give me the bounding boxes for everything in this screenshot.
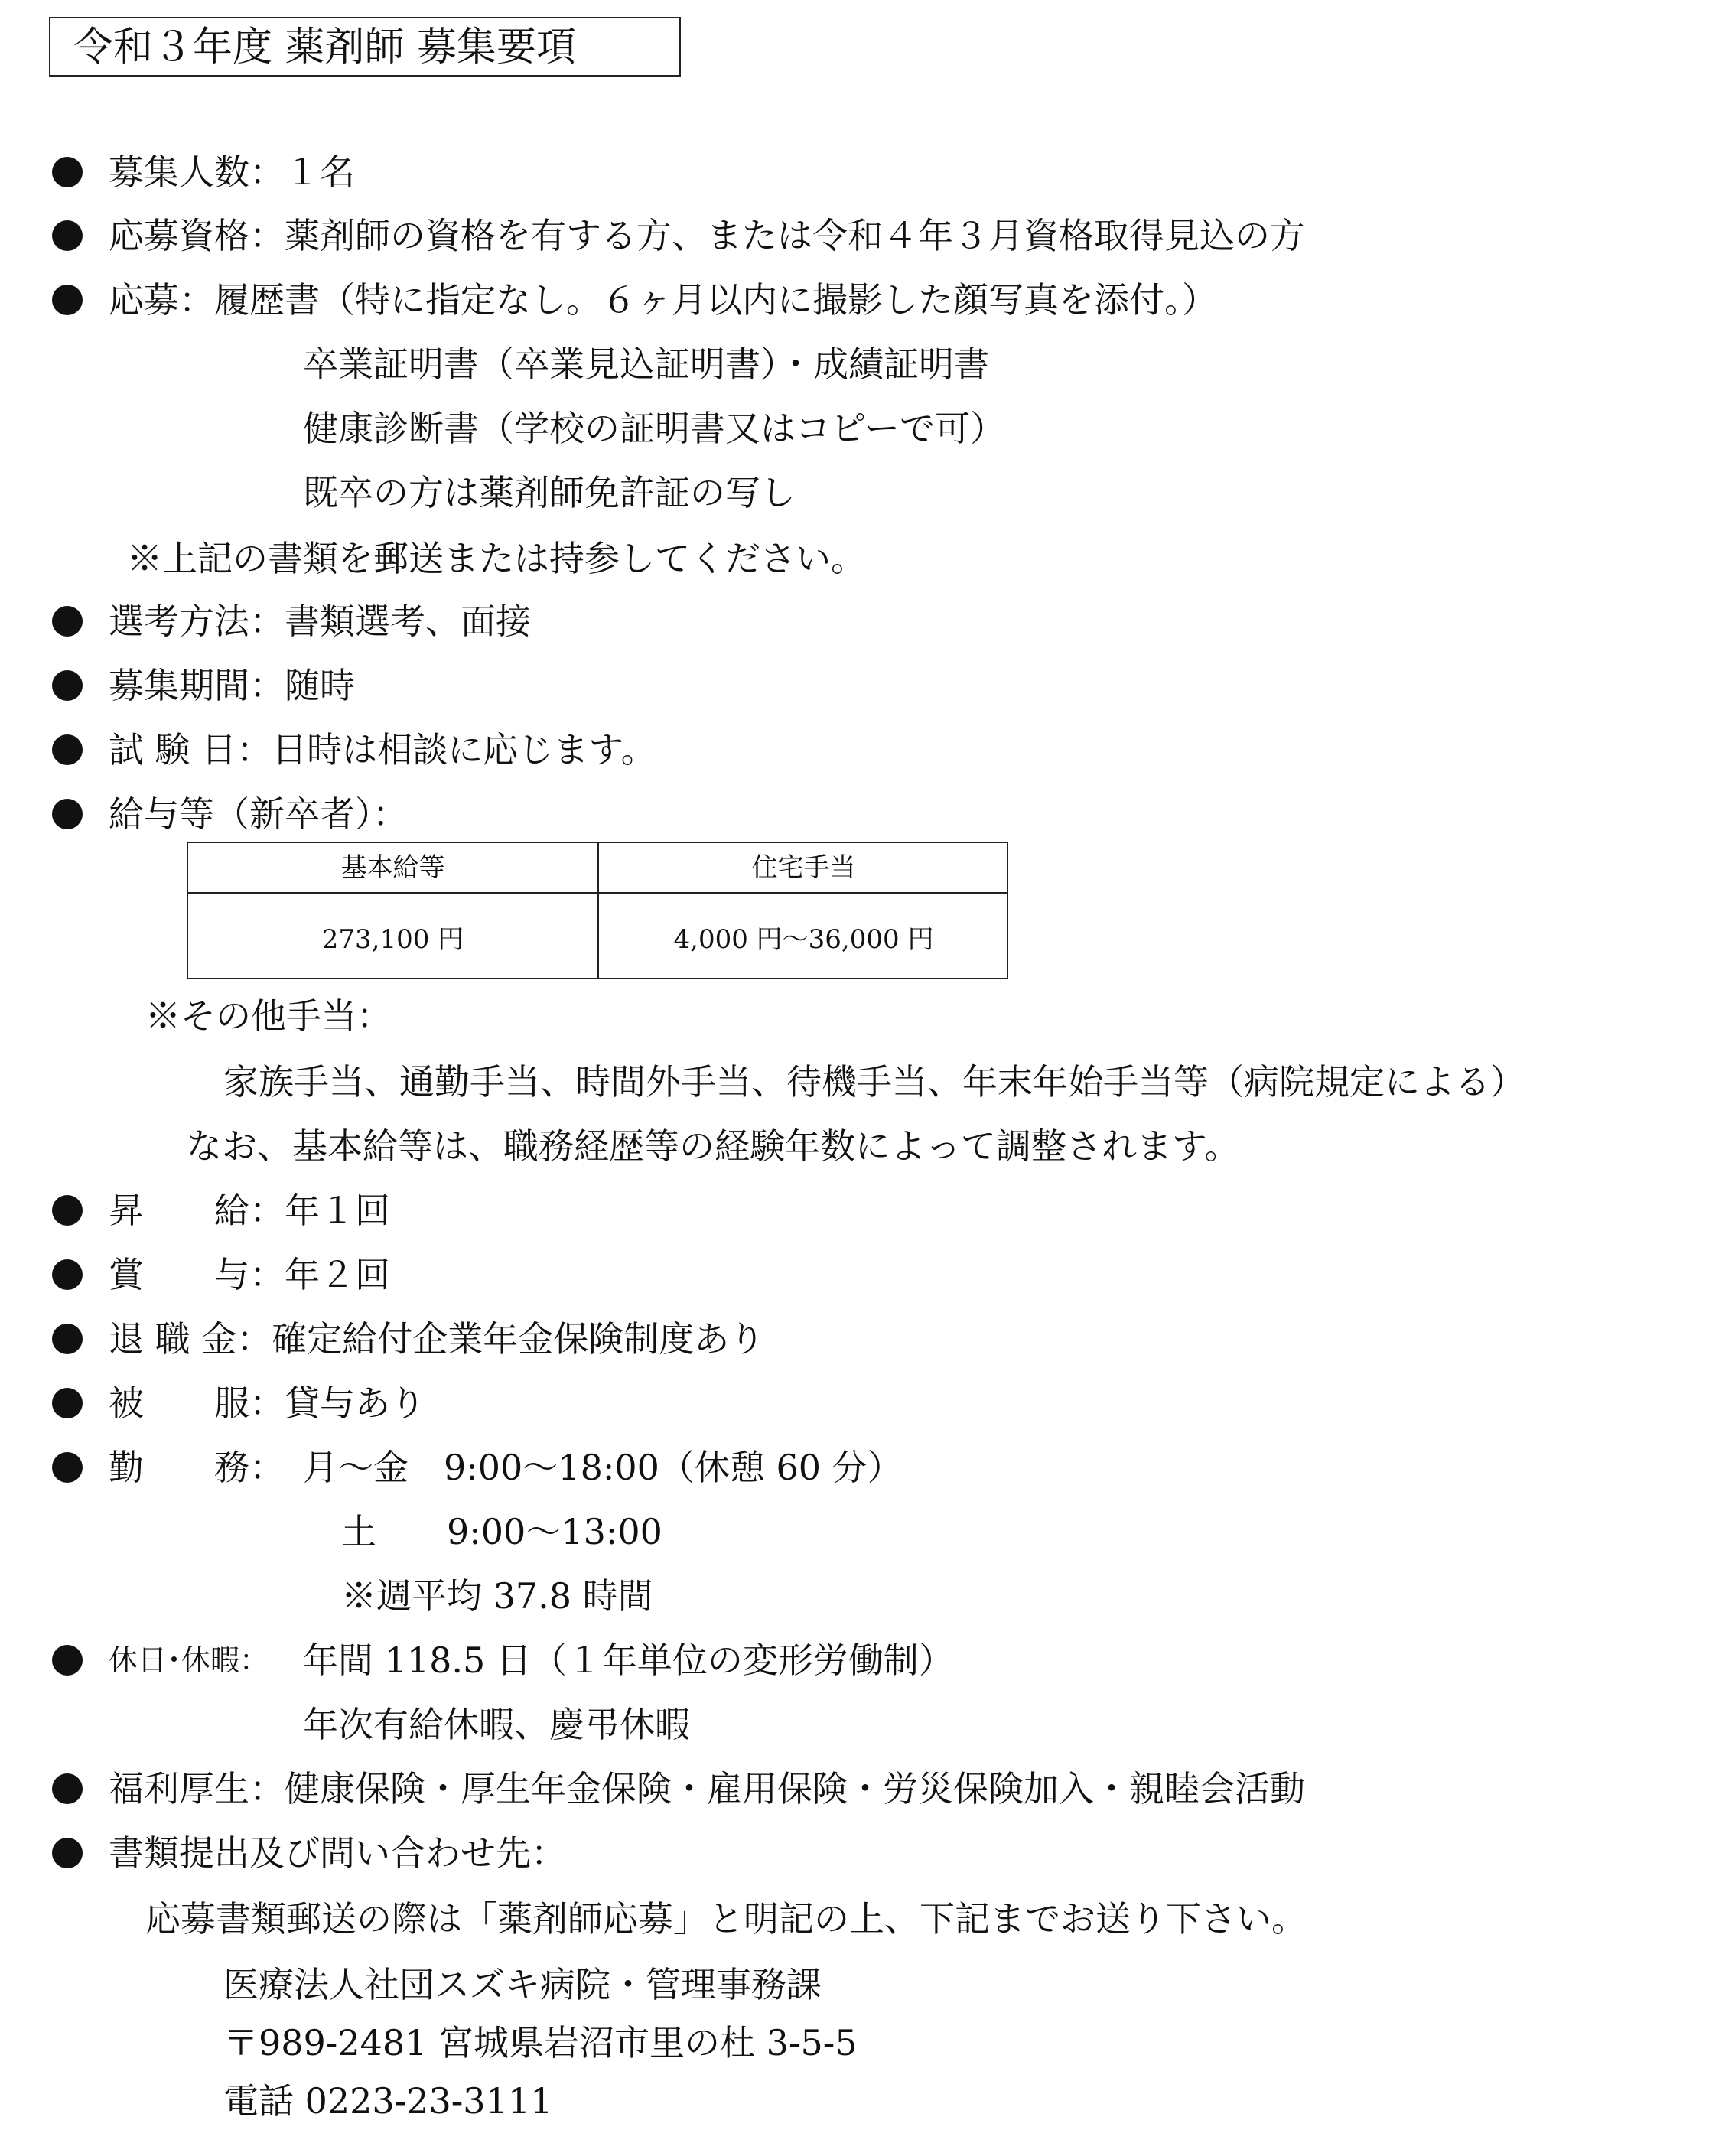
work-label: 勤 務： [109,1447,285,1488]
application: 応募：履歴書（特に指定なし。６ヶ月以内に撮影した顔写真を添付。） [109,279,1217,321]
application-doc: 既卒の方は薬剤師免許証の写し [303,472,796,513]
recruit-period: 募集期間：随時 [109,665,355,706]
application-note: ※上記の書類を郵送または持参してください。 [127,538,866,579]
contact-phone: 電話 0223-23-3111 [223,2080,553,2122]
page-title: 令和３年度 薬剤師 募集要項 [73,24,577,70]
application-doc: 健康診断書（学校の証明書又はコピーで可） [303,408,1006,449]
bullet-icon [52,285,83,315]
bullet-icon [52,1195,83,1226]
bullet-icon [52,734,83,765]
bullet-icon [52,157,83,187]
salary-header-housing: 住宅手当 [751,852,856,883]
application-doc: 卒業証明書（卒業見込証明書）・成績証明書 [303,344,989,385]
salary-value-housing: 4,000 円～36,000 円 [673,924,934,955]
qualification: 応募資格：薬剤師の資格を有する方、または令和４年３月資格取得見込の方 [109,215,1305,256]
bullet-icon [52,1452,83,1483]
other-allowance-text: 家族手当、通勤手当、時間外手当、待機手当、年末年始手当等（病院規定による） [223,1061,1525,1102]
work-weekly-average: ※週平均 37.8 時間 [341,1575,653,1617]
holiday-label: 休日･休暇： [109,1643,269,1677]
bonus: 賞 与：年２回 [109,1254,390,1295]
salary-table [187,842,1008,979]
holiday-annual: 年間 118.5 日（１年単位の変形労働制） [303,1640,954,1681]
uniform: 被 服：貸与あり [109,1383,425,1424]
bullet-icon [52,1324,83,1354]
bullet-icon [52,670,83,701]
recruit-count: 募集人数：１名 [109,151,355,193]
contact-organization: 医療法人社団スズキ病院・管理事務課 [223,1964,822,2005]
title-box [49,17,681,77]
bullet-icon [52,1773,83,1804]
bullet-icon [52,606,83,637]
contact-address: 〒989-2481 宮城県岩沼市里の杜 3-5-5 [223,2022,858,2063]
bullet-icon [52,1838,83,1868]
salary-header-base: 基本給等 [340,852,445,883]
contact-instruction: 応募書類郵送の際は「薬剤師応募」と明記の上、下記までお送り下さい。 [145,1898,1307,1939]
other-allowance-label: ※その他手当： [145,995,392,1037]
bullet-icon [52,1388,83,1418]
exam-date: 試 験 日：日時は相談に応じます。 [109,729,656,770]
contact-heading: 書類提出及び問い合わせ先： [109,1832,566,1874]
salary-raise: 昇 給：年１回 [109,1190,390,1231]
bullet-icon [52,1259,83,1290]
adjustment-note: なお、基本給等は、職務経歴等の経験年数によって調整されます。 [187,1125,1240,1167]
work-saturday: 土 9:00～13:00 [341,1511,662,1552]
salary-heading: 給与等（新卒者）： [109,793,408,835]
table-divider [188,892,1007,894]
retirement: 退 職 金：確定給付企業年金保険制度あり [109,1318,765,1360]
bullet-icon [52,799,83,829]
bullet-icon [52,220,83,251]
bullet-icon [52,1645,83,1676]
holiday-leave: 年次有給休暇、慶弔休暇 [303,1704,690,1745]
welfare: 福利厚生：健康保険・厚生年金保険・雇用保険・労災保険加入・親睦会活動 [109,1768,1305,1809]
work-weekday: 月～金 9:00～18:00（休憩 60 分） [303,1447,903,1488]
salary-value-base: 273,100 円 [321,924,464,955]
selection-method: 選考方法：書類選考、面接 [109,601,531,642]
